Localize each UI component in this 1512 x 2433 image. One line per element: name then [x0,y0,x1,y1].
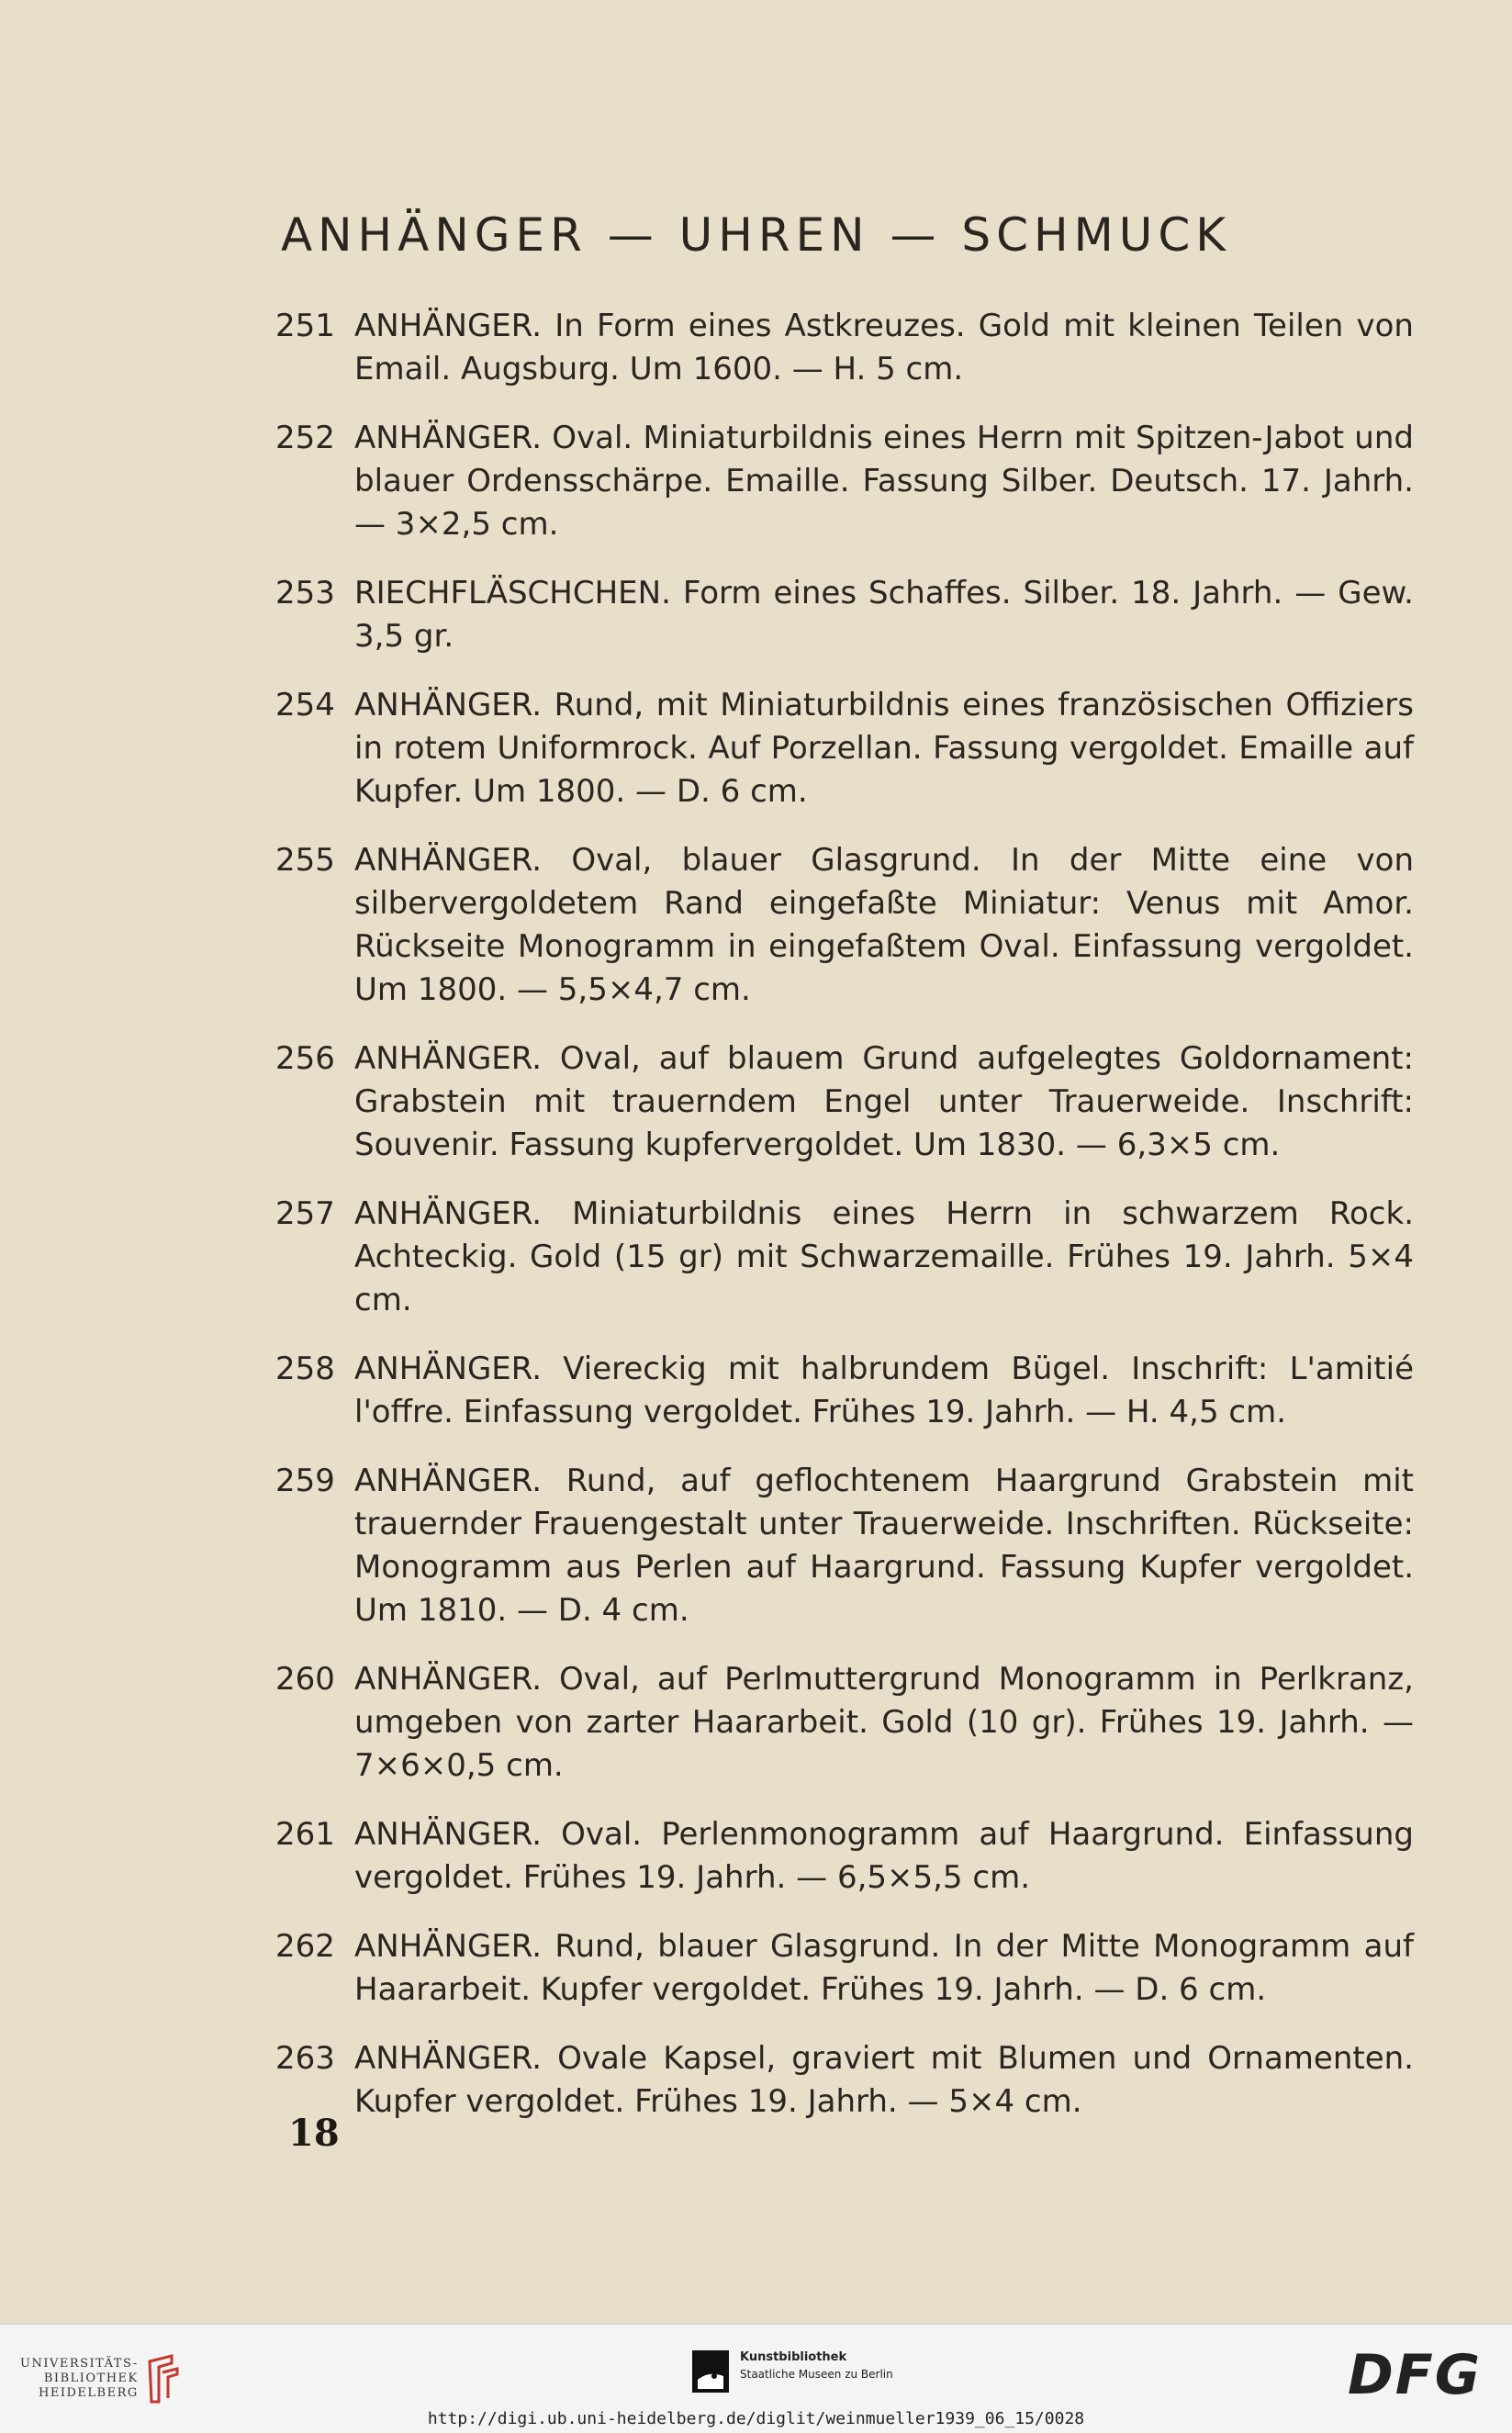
entry-text: ANHÄNGER. Oval. Perlenmonogramm auf Haargrund. Einfassung vergoldet. Frühes 19. Jahrh. — 6,5×5,5 cm. [354,1816,1414,1896]
page-heading: ANHÄNGER — UHREN — SCHMUCK [280,208,1232,262]
entry-number: 251 [275,308,335,344]
entry-text: ANHÄNGER. Rund, auf geflochtenem Haargrund Grabstein mit trauernder Frauengestalt unter Trauerweide. Inschriften. Rückseite: Monogramm aus Perlen auf Haargrund. Fassung Kupfer vergoldet. Um 1810. — D. 4 cm. [354,1463,1414,1629]
entry-number: 255 [275,842,335,879]
entry-text: ANHÄNGER. Rund, mit Miniaturbildnis eines französischen Offiziers in rotem Uniformrock. Auf Porzellan. Fassung vergoldet. Emaille auf Kupfer. Um 1800. — D. 6 cm. [354,687,1414,810]
catalog-entry [275,1460,1414,1632]
catalog-entry [275,417,1414,546]
entry-text: ANHÄNGER. Oval. Miniaturbildnis eines Herrn mit Spitzen-Jabot und blauer Ordensschärpe. Emaille. Fassung Silber. Deutsch. 17. Jahrh. — 3×2,5 cm. [354,420,1414,543]
entry-number: 253 [275,575,335,611]
kb-subtitle: Staatliche Museen zu Berlin [740,2368,893,2381]
footer-bar [0,2323,1512,2433]
catalog-entry [275,1658,1414,1788]
ub-line-1: UNIVERSITÄTS- [20,2357,139,2371]
kunstbibliothek-emblem-icon [690,2349,731,2394]
kunstbibliothek-text [740,2349,893,2383]
entry-number: 262 [275,1928,335,1965]
permalink-url[interactable]: http://digi.ub.uni-heidelberg.de/diglit/weinmueller1939_06_15/0028 [427,2409,1085,2428]
entry-text: ANHÄNGER. Oval, auf blauem Grund aufgelegtes Goldornament: Grabstein mit trauerndem Engel unter Trauerweide. Inschrift: Souvenir. Fassung kupfervergoldet. Um 1830. — 6,3×5 cm. [354,1040,1414,1163]
catalog-entry [275,684,1414,813]
entry-text: ANHÄNGER. Rund, blauer Glasgrund. In der Mitte Monogramm auf Haararbeit. Kupfer vergoldet. Frühes 19. Jahrh. — D. 6 cm. [354,1928,1414,2008]
catalog-entry [275,1813,1414,1900]
entry-text: ANHÄNGER. Miniaturbildnis eines Herrn in schwarzem Rock. Achteckig. Gold (15 gr) mit Schwarzemaille. Frühes 19. Jahrh. 5×4 cm. [354,1195,1414,1318]
entry-text: ANHÄNGER. Ovale Kapsel, graviert mit Blumen und Ornamenten. Kupfer vergoldet. Frühes 19. Jahrh. — 5×4 cm. [354,2040,1414,2120]
catalog-entries [275,305,1414,2149]
page-number: 18 [288,2112,340,2155]
entry-text: RIECHFLÄSCHCHEN. Form eines Schaffes. Silber. 18. Jahrh. — Gew. 3,5 gr. [354,575,1414,655]
entry-text: ANHÄNGER. Viereckig mit halbrundem Bügel. Inschrift: L'amitié l'offre. Einfassung vergoldet. Frühes 19. Jahrh. — H. 4,5 cm. [354,1351,1414,1430]
entry-number: 256 [275,1040,335,1077]
entry-number: 259 [275,1463,335,1499]
ub-line-2: BIBLIOTHEK [43,2371,139,2385]
ub-heidelberg-text [20,2357,139,2401]
entry-text: ANHÄNGER. Oval, blauer Glasgrund. In der Mitte eine von silbervergoldetem Rand eingefaßte Miniatur: Venus mit Amor. Rückseite Monogramm in eingefaßtem Oval. Einfassung vergoldet. Um 1800. — 5,5×4,7 cm. [354,842,1414,1008]
catalog-entry [275,572,1414,658]
dfg-logo[interactable]: DFG [1348,2343,1483,2407]
catalog-entry [275,305,1414,391]
entry-number: 261 [275,1816,335,1853]
entry-number: 257 [275,1195,335,1232]
ub-heidelberg-logo[interactable] [20,2352,181,2405]
entry-number: 260 [275,1661,335,1698]
entry-number: 263 [275,2040,335,2077]
catalog-entry [275,1193,1414,1322]
kb-title: Kunstbibliothek [740,2350,847,2364]
catalog-entry [275,1037,1414,1167]
entry-text: ANHÄNGER. Oval, auf Perlmuttergrund Monogramm in Perlkranz, umgeben von zarter Haararbeit. Gold (10 gr). Frühes 19. Jahrh. — 7×6×0,5 cm. [354,1661,1414,1784]
ub-emblem-icon [144,2352,181,2405]
catalog-entry [275,839,1414,1012]
entry-number: 254 [275,687,335,723]
entry-number: 258 [275,1351,335,1387]
entry-text: ANHÄNGER. In Form eines Astkreuzes. Gold mit kleinen Teilen von Email. Augsburg. Um 1600. — H. 5 cm. [354,308,1414,387]
catalog-entry [275,1925,1414,2012]
kunstbibliothek-logo[interactable] [690,2349,893,2394]
catalog-entry [275,1348,1414,1434]
ub-line-3: HEIDELBERG [39,2386,139,2400]
entry-number: 252 [275,420,335,456]
catalog-entry [275,2037,1414,2124]
